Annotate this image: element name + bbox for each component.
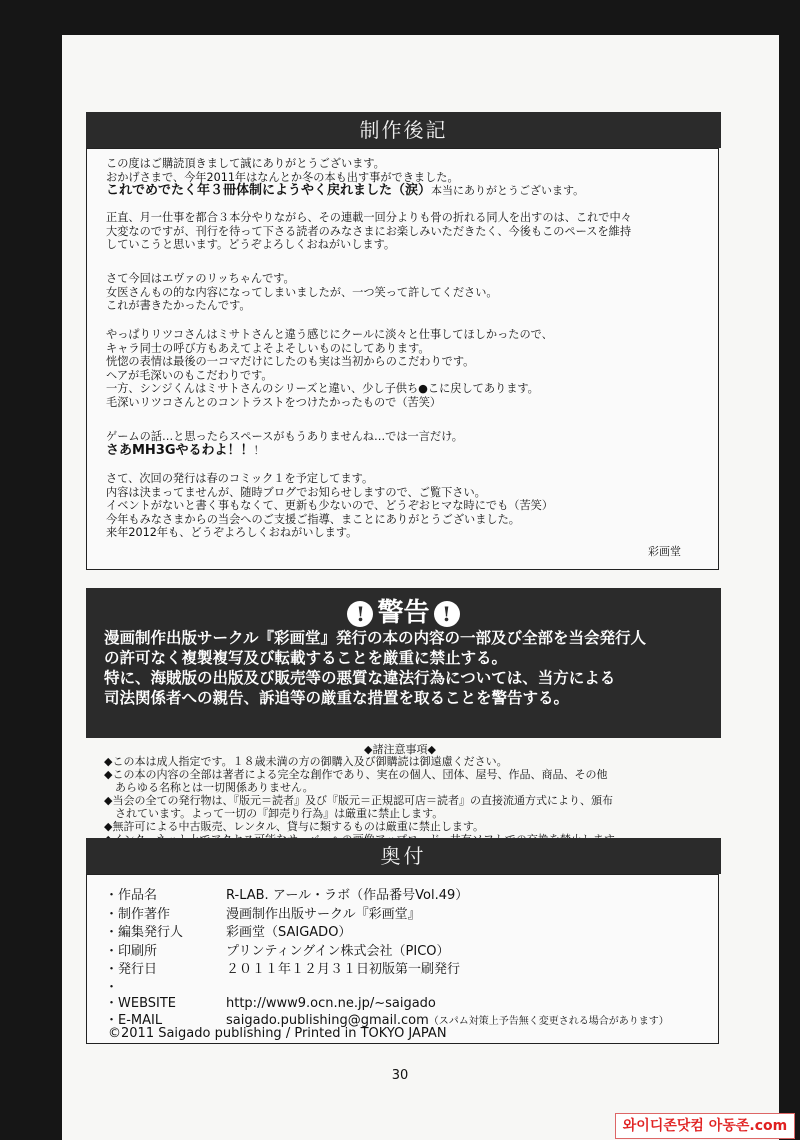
text-line: 恍惚の表情は最後の一コマだけにしたのも実は当初からのこだわりです。 (106, 355, 475, 369)
text-line: 毛深いリツコさんとのコントラストをつけたかったもので（苦笑） (106, 395, 442, 409)
text-line: やっぱりリツコさんはミサトさんと違う感じにクールに淡々と仕事してほしかったので、 (106, 328, 553, 341)
warning-line: 漫画制作出版サークル『彩画堂』発行の本の内容の一部及び全部を当会発行人 (104, 628, 647, 647)
website-link[interactable]: http://www9.ocn.ne.jp/~saigado (226, 996, 436, 1011)
colophon-key: ・制作著作 (105, 907, 171, 922)
colophon-value: プリンティングイン株式会社（PICO） (226, 944, 450, 959)
warning-title-text: 警告 (377, 598, 430, 628)
afterword-paragraph-2 (106, 211, 632, 252)
notes-list (104, 755, 625, 846)
colophon-key: ・WEBSITE (105, 996, 176, 1011)
colophon-value: 彩画堂（SAIGADO） (226, 925, 352, 940)
afterword-paragraph-5 (106, 430, 463, 457)
page-number: 30 (391, 1068, 409, 1083)
colophon-value: ２０１１年１２月３１日初版第一刷発行 (226, 962, 461, 977)
warning-box (86, 588, 721, 738)
notes-heading: ◆諸注意事項◆ (364, 743, 436, 756)
colophon-row (105, 958, 460, 977)
warning-line: 特に、海賊版の出版及び販売等の悪質な違法行為については、当方による (104, 668, 616, 687)
exclamation-icon: ! (347, 601, 373, 627)
text-line: キャラ同士の呼び方もあえてよそよそしいものにしてあります。 (106, 341, 430, 355)
warning-body (104, 628, 646, 708)
text-line: 今年もみなさまからの当会へのご支援ご指導、まことにありがとうございました。 (106, 512, 520, 526)
colophon-key: ・編集発行人 (105, 925, 184, 940)
colophon-row (105, 884, 468, 903)
text-line: 来年2012年も、どうぞよろしくおねがいします。 (106, 526, 358, 540)
text-line: イベントがないと書く事もなくて、更新も少ないので、どうぞおヒマな時にでも（苦笑） (106, 499, 554, 513)
afterword-paragraph-6 (106, 472, 553, 540)
warning-line: の許可なく複製複写及び転載することを厳重に禁止する。 (104, 648, 508, 667)
text-line: これが書きたかったんです。 (106, 299, 251, 313)
text-line: ゲームの話…と思ったらスペースがもうありませんね…では一言だけ。 (106, 430, 463, 443)
colophon-key: ・印刷所 (105, 944, 158, 959)
colophon-key: ・ (105, 980, 119, 995)
bold-text: さあMH3Gやるわよ！！ (106, 442, 254, 458)
bold-tail: ！ (253, 443, 265, 457)
note-line: ◆当会の全ての発行物は、『版元＝読者』及び『版元＝正規認可店＝読者』の直接流通方式により、頒布 (104, 794, 613, 807)
afterword-bold-line-2 (106, 444, 463, 458)
text-line: この度はご購読頂きまして誠にありがとうございます。 (106, 157, 385, 170)
note-line: ◆この本の内容の全部は著者による完全な創作であり、実在の個人、団体、屋号、作品、商品、その他 (104, 768, 608, 781)
note-line: あらゆる名称とは一切関係ありません。 (104, 781, 314, 794)
bold-tail: 本当にありがとうございます。 (431, 184, 585, 198)
email-note: （スパム対策上予告無く変更される場合があります） (428, 1016, 669, 1027)
afterword-bold-line (106, 184, 584, 198)
note-line: されています。よって一切の『卸売り行為』は厳重に禁止します。 (104, 807, 444, 820)
colophon-row (105, 903, 421, 922)
email-link[interactable]: saigado.publishing@gmail.com (226, 1013, 429, 1028)
afterword-paragraph-4 (106, 328, 553, 410)
text-line: 女医さんもの的な内容になってしまいましたが、一つ笑って許してください。 (106, 285, 498, 299)
text-line: さて今回はエヴァのリッちゃんです。 (106, 272, 295, 285)
colophon-title: 奥付 (86, 838, 721, 874)
colophon-key: ・作品名 (105, 888, 158, 903)
text-line: 内容は決まってませんが、随時ブログでお知らせしますので、ご覧下さい。 (106, 485, 486, 499)
text-line: 大変なのですが、刊行を待って下さる読者のみなさまにお楽しみいただきたく、今後もこのペースを維持 (106, 224, 632, 238)
bold-text: これでめでたく年３冊体制にようやく戻れました（涙） (106, 183, 432, 199)
text-line: 一方、シンジくんはミサトさんのシリーズと違い、少し子供ち●こに戻してあります。 (106, 382, 539, 396)
warning-title (86, 592, 721, 629)
afterword-paragraph-3 (106, 272, 498, 313)
colophon-key: ・E-MAIL (105, 1013, 163, 1028)
afterword-title: 制作後記 (86, 112, 721, 148)
colophon-value: 漫画制作出版サークル『彩画堂』 (226, 907, 421, 922)
afterword-paragraph-1 (106, 157, 584, 198)
exclamation-icon: ! (434, 601, 460, 627)
note-line: ◆この本は成人指定です。１８歳未満の方の御購入及び御購読は御遠慮ください。 (104, 755, 508, 768)
site-watermark: 와이디존닷컴 아동존.com (615, 1113, 795, 1139)
copyright: ©2011 Saigado publishing / Printed in TOKYO JAPAN (108, 1026, 447, 1041)
colophon-value: R-LAB. アール・ラボ（作品番号Vol.49） (226, 888, 469, 903)
text-line: おかげさまで、今年2011年はなんとか冬の本も出す事ができました。 (106, 170, 459, 184)
text-line: ヘアが毛深いのもこだわりです。 (106, 368, 273, 382)
afterword-signature: 彩画堂 (648, 545, 681, 558)
colophon-row (105, 940, 450, 959)
colophon-key: ・発行日 (105, 962, 158, 977)
text-line: さて、次回の発行は春のコミック１を予定してます。 (106, 472, 374, 485)
text-line: 正直、月一仕事を都合３本分やりながら、その連載一回分よりも骨の折れる同人を出すのは、これで中々 (106, 211, 632, 224)
warning-line: 司法関係者への親告、訴追等の厳重な措置を取ることを警告する。 (104, 688, 570, 707)
note-line: ◆無許可による中古販売、レンタル、貸与に類するものは厳重に禁止します。 (104, 820, 484, 833)
colophon-row (105, 921, 351, 940)
text-line: していこうと思います。どうぞよろしくおねがいします。 (106, 238, 396, 252)
